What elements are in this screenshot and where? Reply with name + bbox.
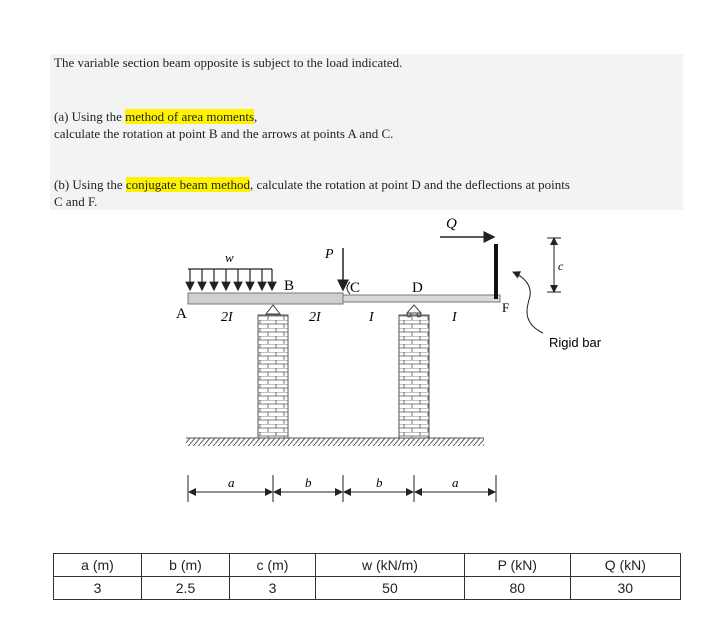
beam-diagram [160,212,620,512]
udl-arrows [190,269,272,290]
parameter-table [53,553,681,600]
support-b [266,305,280,314]
part-a-suffix: , [254,109,258,124]
header-q: Q (kN) [570,554,680,577]
header-b: b (m) [142,554,230,577]
beam-section-thin [343,295,500,302]
problem-statement [50,54,683,210]
label-dim-b2: b [376,475,383,490]
part-a [54,108,393,142]
label-dim-a1: a [228,475,235,490]
value-w: 50 [315,577,464,600]
value-q: 30 [570,577,680,600]
part-b-suffix: , calculate the rotation at point D and the deflections at points [250,177,570,192]
value-b: 2.5 [142,577,230,600]
part-a-prefix: (a) Using the [54,109,126,124]
part-a-highlight: method of area moments [125,109,255,124]
part-b-prefix: (b) Using the [54,177,126,192]
part-b-highlight: conjugate beam method [125,177,251,192]
header-a: a (m) [54,554,142,577]
label-w: w [225,250,234,265]
intro-text: The variable section beam opposite is subject to the load indicated. [54,55,403,70]
header-p: P (kN) [464,554,570,577]
label-q: Q [446,216,457,232]
label-a: A [176,306,187,322]
label-c: C [350,280,361,296]
label-rigid-bar: Rigid bar [549,335,602,350]
label-p: P [325,247,334,262]
part-a-line2: calculate the rotation at point B and the arrows at points A and C. [54,126,394,141]
pillar-b [258,315,288,438]
table-header-row [54,554,681,577]
label-ei-ab: 2I [221,310,233,325]
part-b-line2: C and F. [54,194,98,209]
header-c: c (m) [230,554,316,577]
label-ei-df: I [452,310,457,325]
ground-hatch [186,438,484,446]
part-b [54,176,570,210]
rigid-bar-leader [513,272,543,333]
value-p: 80 [464,577,570,600]
value-c: 3 [230,577,316,600]
label-c-dim: c [558,259,564,273]
label-ei-bc: 2I [309,310,321,325]
label-b: B [284,278,295,294]
pillar-d [399,315,429,438]
label-f: F [502,300,510,315]
label-dim-a2: a [452,475,459,490]
label-ei-cd: I [369,310,374,325]
label-d: D [412,280,423,296]
support-d [407,305,421,313]
beam-section-thick [188,293,343,304]
header-w: w (kN/m) [315,554,464,577]
value-a: 3 [54,577,142,600]
label-dim-b1: b [305,475,312,490]
table-row [54,577,681,600]
